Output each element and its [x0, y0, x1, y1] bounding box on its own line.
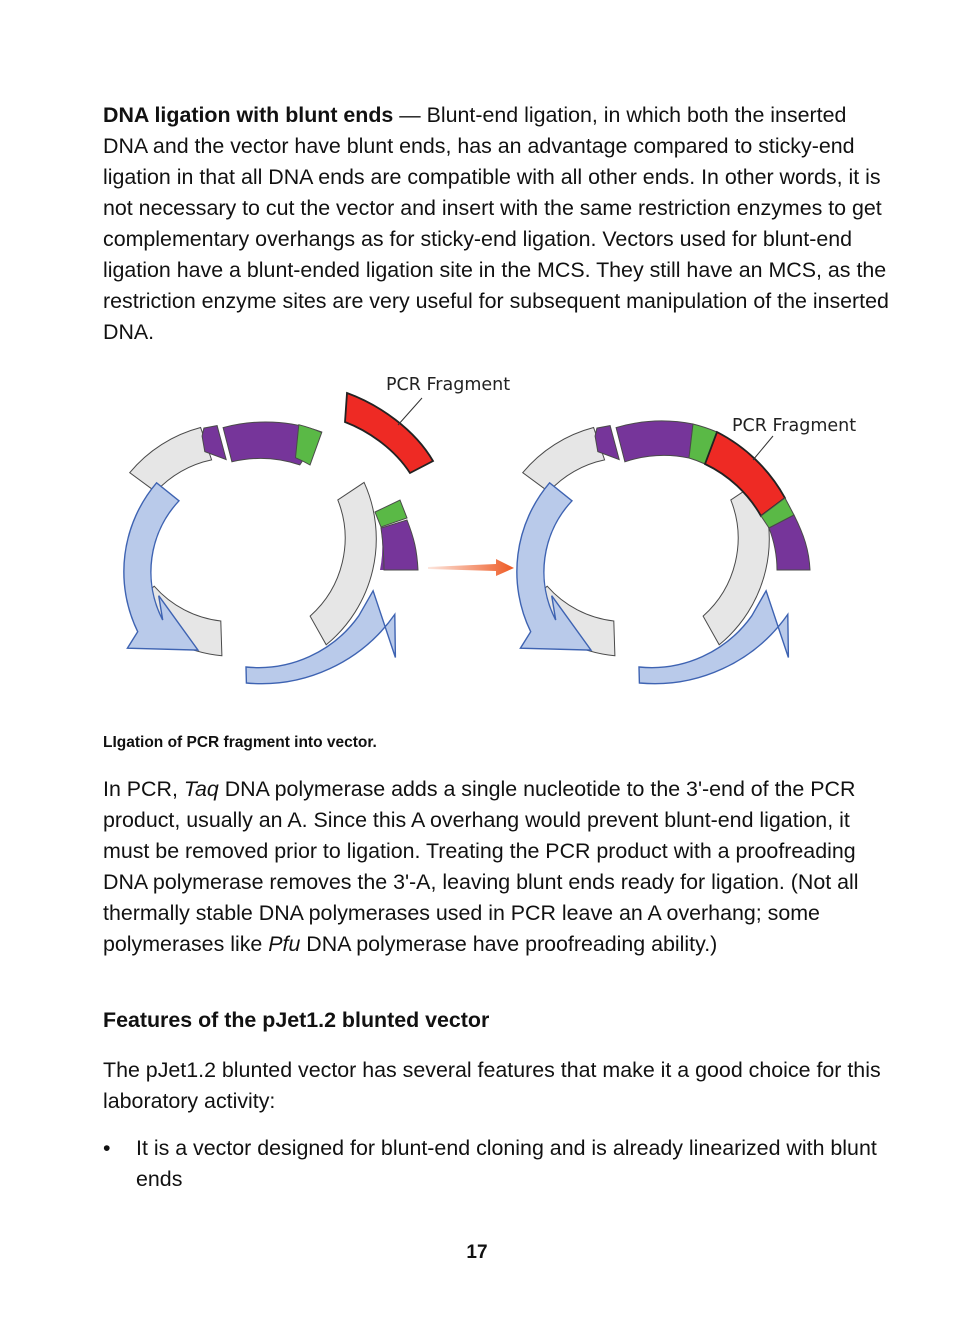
intro-heading: DNA ligation with blunt ends [103, 103, 394, 127]
process-arrow [428, 559, 514, 576]
label-pcr-fragment-left: PCR Fragment [386, 375, 511, 395]
gene-arrow-top [616, 421, 693, 462]
list-item [103, 1133, 893, 1195]
page-number: 17 [466, 1242, 488, 1263]
intro-text: — Blunt-end ligation, in which both the inserted DNA and the vector have blunt ends, has an advantage compared to sticky-end ligation in that all DNA ends are compatible with all other ends. In other words, it is not necessary to cut the vector and insert with the same restriction enzymes to get complementary overhangs as for sticky-end ligation. Vectors used for blunt-end ligation have a blunt-ended ligation site in the MCS. They still have an MCS, as the restriction enzyme sites are very useful for subsequent manipulation of the inserted DNA. [103, 103, 889, 344]
green-end-marker [296, 425, 322, 465]
pcr-text-2: DNA polymerase adds a single nucleotide to the 3'-end of the PCR product, usually an A. Since this A overhang would prevent blunt-end ligation, it must be removed prior to ligation. Treating the PCR product with a proofreading DNA polymerase removes the 3'-A, leaving blunt ends ready for ligation. (Not all thermally stable DNA polymerases used in PCR leave an A overhang; some polymerases like [103, 777, 859, 956]
pcr-text-1: In PCR, [103, 777, 184, 801]
features-heading: Features of the pJet1.2 blunted vector [103, 1008, 490, 1032]
backbone-segment [130, 428, 212, 492]
label-pcr-fragment-right: PCR Fragment [732, 416, 857, 436]
pcr-text-3: DNA polymerase have proofreading ability.) [300, 932, 718, 956]
bullet-text: It is a vector designed for blunt-end cloning and is already linearized with blunt ends [136, 1136, 877, 1191]
pcr-fragment-free [345, 393, 433, 473]
taq-italic: Taq [183, 777, 219, 801]
label-leader-left [398, 398, 422, 425]
pfu-italic: Pfu [268, 932, 301, 956]
pcr-paragraph [103, 774, 893, 960]
ligation-figure [110, 360, 870, 720]
vector-right [517, 421, 810, 684]
intro-paragraph [103, 100, 893, 348]
bullet-symbol: • [103, 1136, 111, 1160]
features-intro: The pJet1.2 blunted vector has several features that make it a good choice for this laboratory activity: [103, 1058, 881, 1113]
backbone-segment [523, 428, 605, 492]
figure-caption: LIgation of PCR fragment into vector. [103, 734, 377, 751]
features-list [103, 1133, 893, 1195]
vector-left [124, 422, 418, 684]
label-leader-right [753, 436, 773, 460]
purple-block-right [381, 520, 418, 570]
